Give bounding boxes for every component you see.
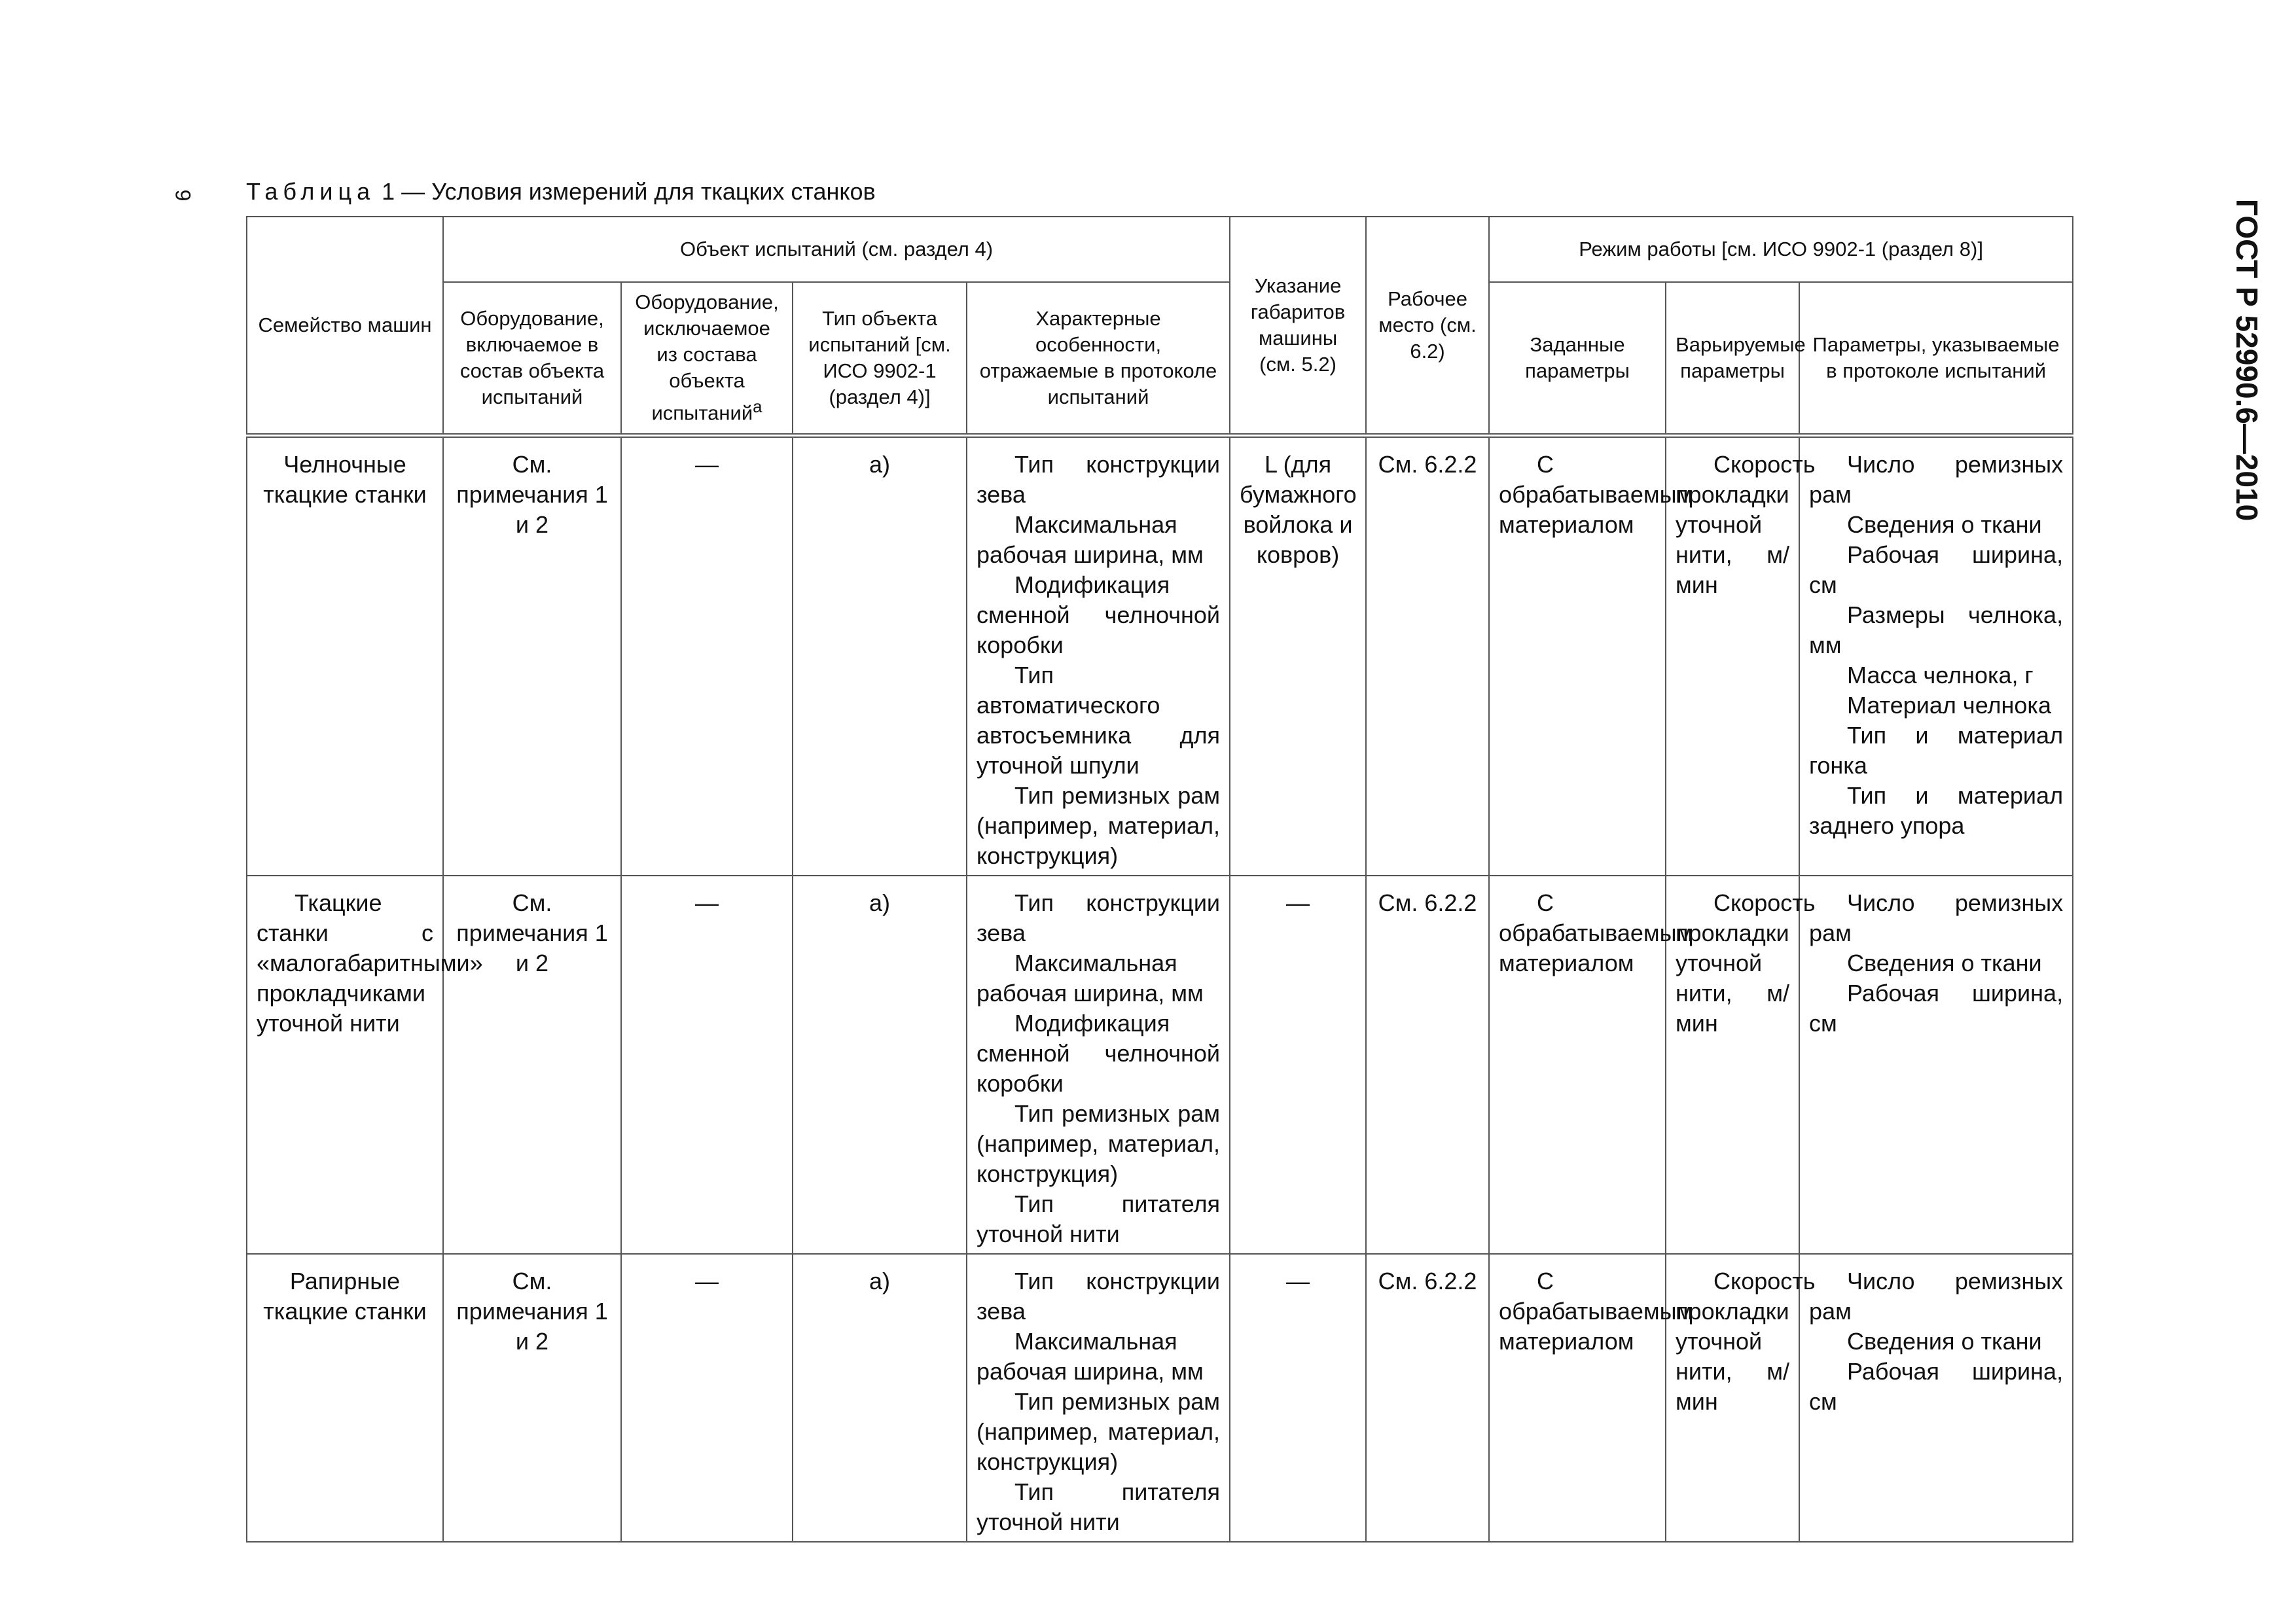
cell-dimensions: L (для бумажного войлока и ковров) bbox=[1230, 436, 1366, 876]
cell-varied-params: Скорость прокладки уточной нити, м/мин bbox=[1666, 876, 1799, 1254]
cell-included: См. примечания 1 и 2 bbox=[443, 1254, 621, 1542]
cell-included: См. примечания 1 и 2 bbox=[443, 876, 621, 1254]
cell-workplace: См. 6.2.2 bbox=[1366, 436, 1489, 876]
report-param-item: Масса челнока, г bbox=[1847, 662, 2034, 688]
header-features: Характерные особенности, отражаемые в протоколе испытаний bbox=[967, 282, 1230, 436]
feature-item: Тип питателя уточной нити bbox=[977, 1190, 1221, 1247]
table-row bbox=[247, 876, 2073, 1254]
header-object-group: Объект испытаний (см. раздел 4) bbox=[443, 217, 1230, 282]
cell-workplace: См. 6.2.2 bbox=[1366, 876, 1489, 1254]
report-param-item: Число ремизных рам bbox=[1809, 889, 2064, 946]
feature-item: Тип ремизных рам (например, материал, конструкция) bbox=[977, 1388, 1221, 1475]
cell-features bbox=[967, 1254, 1230, 1542]
report-param-item: Материал челнока bbox=[1847, 692, 2051, 719]
header-report-params: Параметры, указываемые в протоколе испытаний bbox=[1799, 282, 2073, 436]
cell-workplace: См. 6.2.2 bbox=[1366, 1254, 1489, 1542]
cell-included: См. примечания 1 и 2 bbox=[443, 436, 621, 876]
table-caption bbox=[246, 178, 876, 205]
cell-varied-params: Скорость прокладки уточной нити, м/мин bbox=[1666, 436, 1799, 876]
cell-dimensions: — bbox=[1230, 876, 1366, 1254]
report-param-item: Тип и материал заднего упора bbox=[1809, 782, 2064, 839]
cell-features bbox=[967, 436, 1230, 876]
footnote-marker: a bbox=[753, 398, 762, 417]
table-row bbox=[247, 436, 2073, 876]
feature-item: Максимальная рабочая ширина, мм bbox=[977, 1328, 1204, 1385]
cell-family: Ткацкие станки с «малогабаритными» прокладчиками уточной нити bbox=[247, 876, 443, 1254]
cell-report-params bbox=[1799, 876, 2073, 1254]
feature-item: Тип автоматического автосъемника для уточной шпули bbox=[977, 662, 1221, 779]
header-workplace: Рабочее место (см. 6.2) bbox=[1366, 217, 1489, 436]
report-param-item: Рабочая ширина, см bbox=[1809, 980, 2064, 1037]
cell-set-params: С обрабатываемым материалом bbox=[1489, 436, 1666, 876]
feature-item: Максимальная рабочая ширина, мм bbox=[977, 511, 1204, 568]
cell-family: Рапирные ткацкие станки bbox=[247, 1254, 443, 1542]
cell-excluded: — bbox=[621, 1254, 793, 1542]
header-type: Тип объекта испытаний [см. ИСО 9902-1 (раздел 4)] bbox=[793, 282, 967, 436]
cell-type: а) bbox=[793, 1254, 967, 1542]
measurement-conditions-table bbox=[246, 216, 2073, 1543]
report-param-item: Рабочая ширина, см bbox=[1809, 541, 2064, 598]
header-dimensions: Указание габаритов машины (см. 5.2) bbox=[1230, 217, 1366, 436]
page-number: 9 bbox=[171, 189, 195, 202]
report-param-item: Тип и материал гонка bbox=[1809, 722, 2064, 779]
feature-item: Тип конструкции зева bbox=[977, 451, 1221, 508]
cell-excluded: — bbox=[621, 436, 793, 876]
cell-type: а) bbox=[793, 876, 967, 1254]
feature-item: Модификация сменной челночной коробки bbox=[977, 1010, 1221, 1097]
feature-item: Модификация сменной челночной коробки bbox=[977, 571, 1221, 658]
cell-set-params: С обрабатываемым материалом bbox=[1489, 876, 1666, 1254]
header-set-params: Заданные параметры bbox=[1489, 282, 1666, 436]
caption-title: Условия измерений для ткацких станков bbox=[431, 178, 876, 205]
document-code: ГОСТ Р 52990.6—2010 bbox=[2230, 198, 2264, 522]
table-row bbox=[247, 1254, 2073, 1542]
cell-excluded: — bbox=[621, 876, 793, 1254]
header-family: Семейство машин bbox=[247, 217, 443, 436]
report-param-item: Число ремизных рам bbox=[1809, 451, 2064, 508]
report-param-item: Сведения о ткани bbox=[1847, 950, 2042, 976]
report-param-item: Число ремизных рам bbox=[1809, 1268, 2064, 1325]
header-mode-group: Режим работы [см. ИСО 9902-1 (раздел 8)] bbox=[1489, 217, 2073, 282]
feature-item: Тип конструкции зева bbox=[977, 889, 1221, 946]
caption-label: Таблица bbox=[246, 178, 376, 205]
feature-item: Тип ремизных рам (например, материал, конструкция) bbox=[977, 782, 1221, 869]
caption-number: 1 — bbox=[375, 178, 432, 205]
cell-varied-params: Скорость прокладки уточной нити, м/мин bbox=[1666, 1254, 1799, 1542]
feature-item: Тип ремизных рам (например, материал, конструкция) bbox=[977, 1100, 1221, 1187]
header-included: Оборудование, включаемое в состав объекта испытаний bbox=[443, 282, 621, 436]
cell-dimensions: — bbox=[1230, 1254, 1366, 1542]
header-excluded: Оборудование, исключаемое из состава объекта испытаний$^a$ bbox=[621, 282, 793, 436]
cell-features bbox=[967, 876, 1230, 1254]
report-param-item: Сведения о ткани bbox=[1847, 1328, 2042, 1355]
report-param-item: Размеры челнока, мм bbox=[1809, 601, 2064, 658]
cell-report-params bbox=[1799, 1254, 2073, 1542]
report-param-item: Сведения о ткани bbox=[1847, 511, 2042, 538]
cell-family: Челночные ткацкие станки bbox=[247, 436, 443, 876]
report-param-item: Рабочая ширина, см bbox=[1809, 1358, 2064, 1415]
header-varied-params: Варьируемые параметры bbox=[1666, 282, 1799, 436]
cell-type: а) bbox=[793, 436, 967, 876]
feature-item: Тип питателя уточной нити bbox=[977, 1478, 1221, 1535]
cell-report-params bbox=[1799, 436, 2073, 876]
cell-set-params: С обрабатываемым материалом bbox=[1489, 1254, 1666, 1542]
feature-item: Тип конструкции зева bbox=[977, 1268, 1221, 1325]
feature-item: Максимальная рабочая ширина, мм bbox=[977, 950, 1204, 1007]
